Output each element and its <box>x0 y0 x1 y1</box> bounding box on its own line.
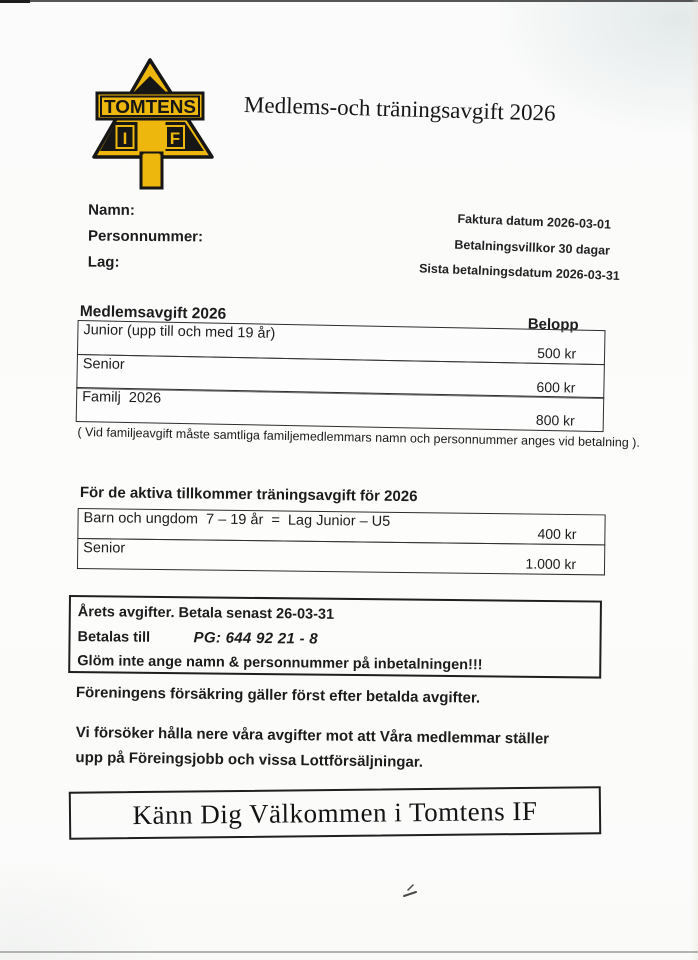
row-label: Senior <box>83 539 126 557</box>
scan-top-edge-cap <box>0 0 30 3</box>
pay-to-label: Betalas till <box>77 628 151 646</box>
insurance-note: Föreningens försäkring gäller först efter betalda avgifter. <box>75 684 481 707</box>
row-label: Barn och ungdom 7 – 19 år = Lag Junior – U5 <box>83 510 391 531</box>
volunteer-note-line2: upp på Föreingsjobb och vissa Lottförsäljningar. <box>75 748 424 771</box>
row-label: Familj 2026 <box>81 389 162 407</box>
logo-letter-f: F <box>169 129 181 148</box>
payment-terms: Betalningsvillkor 30 dagar <box>454 237 611 258</box>
row-amount: 600 kr <box>536 378 576 396</box>
invoice-meta <box>418 205 621 289</box>
logo-club-name: TOMTENS <box>104 97 196 117</box>
row-amount: 400 kr <box>537 526 577 543</box>
row-amount: 500 kr <box>537 345 577 362</box>
logo-banner <box>97 93 203 119</box>
amount-column-header: Belopp <box>527 315 579 334</box>
scan-bottom-edge <box>0 951 698 953</box>
tree-icon <box>94 60 212 188</box>
member-fields <box>88 198 204 277</box>
due-date: Sista betalningsdatum 2026-03-31 <box>418 261 621 284</box>
family-fee-note: ( Vid familjeavgift måste samtliga familjemedlemmars namn och personnummer anges vid betalning ). <box>77 425 641 451</box>
field-label-personnummer: Personnummer: <box>87 227 204 246</box>
field-label-lag: Lag: <box>87 253 120 271</box>
invoice-date: Faktura datum 2026-03-01 <box>457 211 612 232</box>
training-fee-section <box>77 484 606 575</box>
volunteer-note <box>75 721 549 777</box>
row-amount: 800 kr <box>535 412 575 429</box>
table-row <box>77 538 605 575</box>
payment-deadline: Årets avgifter. Betala senast 26-03-31 <box>77 604 335 623</box>
membership-table-heading: Medlemsavgift 2026 <box>79 303 227 323</box>
row-label: Junior (upp till och med 19 år) <box>83 322 276 343</box>
training-table-heading: För de aktiva tillkommer träningsavgift för 2026 <box>79 484 418 506</box>
logo-letter-i: I <box>122 129 128 148</box>
membership-fee-section <box>75 301 641 451</box>
scan-top-edge <box>0 0 698 2</box>
payment-reminder: Glöm inte ange namn & personnummer på inbetalningen!!! <box>77 653 483 674</box>
page-title: Medlems-och träningsavgift 2026 <box>243 92 556 126</box>
scan-right-shade <box>691 0 698 960</box>
row-amount: 1.000 kr <box>525 555 577 572</box>
field-label-namn: Namn: <box>88 201 135 219</box>
welcome-banner: Känn Dig Välkommen i Tomtens IF <box>69 786 601 840</box>
row-label: Senior <box>82 355 125 373</box>
volunteer-note-line1: Vi försöker hålla nere våra avgifter mot att Våra medlemmar ställer <box>75 723 550 748</box>
tomtens-if-logo <box>84 56 226 192</box>
plusgiro-number: PG: 644 92 21 - 8 <box>193 628 319 648</box>
payment-info-box <box>68 595 602 679</box>
pen-squiggle-mark <box>401 881 419 901</box>
